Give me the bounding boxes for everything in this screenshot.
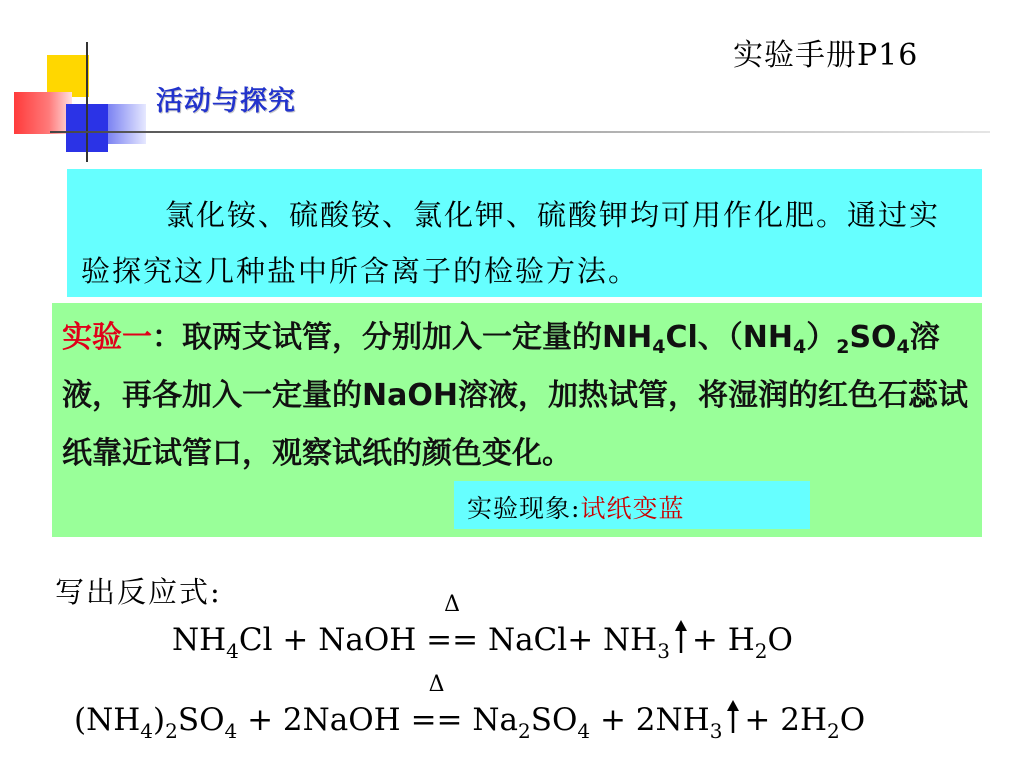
subscript: 2 bbox=[754, 639, 768, 663]
eq-text: + H bbox=[691, 622, 755, 658]
eq-text: Na bbox=[462, 702, 518, 738]
eq-text: NH bbox=[172, 622, 227, 658]
intro-text: 氯化铵、硫酸铵、氯化钾、硫酸钾均可用作化肥。通过实验探究这几种盐中所含离子的检验方法。 bbox=[81, 198, 941, 288]
equation-2 bbox=[74, 672, 866, 743]
subscript: 4 bbox=[224, 719, 238, 743]
experiment-label: 实验一 bbox=[62, 320, 152, 355]
eq-text: Cl + NaOH bbox=[238, 622, 427, 658]
equations-label: 写出反应式: bbox=[55, 575, 222, 609]
eq-text: ) bbox=[153, 702, 166, 738]
heat-delta: Δ bbox=[428, 672, 445, 697]
subscript: 4 bbox=[577, 719, 591, 743]
equation-1 bbox=[172, 592, 793, 663]
eq-text: O bbox=[839, 702, 866, 738]
eq-text: + 2H bbox=[744, 702, 828, 738]
subscript: 4 bbox=[226, 639, 239, 663]
subscript: 3 bbox=[709, 719, 723, 743]
subscript: 4 bbox=[140, 719, 153, 743]
experiment-text-3: ） bbox=[806, 320, 837, 355]
eq-text: + 2NaOH bbox=[237, 702, 411, 738]
reaction-sign bbox=[426, 592, 479, 658]
decor-red-square bbox=[14, 92, 72, 134]
eq-text: SO bbox=[177, 702, 225, 738]
eq-text: NaCl+ NH bbox=[478, 622, 658, 658]
subscript: 2 bbox=[165, 719, 178, 743]
subscript: 4 bbox=[896, 336, 910, 358]
experiment-text-1: ：取两支试管，分别加入一定量的NH bbox=[152, 320, 653, 355]
decor-vertical-line bbox=[86, 42, 88, 162]
phenomenon-label: 实验现象: bbox=[467, 494, 581, 523]
phenomenon-box bbox=[454, 481, 810, 529]
eq-text: SO bbox=[530, 702, 578, 738]
subscript: 4 bbox=[792, 336, 807, 358]
section-title: 活动与探究 bbox=[156, 86, 296, 117]
gas-up-arrow-icon bbox=[674, 620, 688, 654]
experiment-text-2: Cl、（NH bbox=[665, 320, 793, 355]
subscript: 2 bbox=[827, 719, 840, 743]
eq-text: + 2NH bbox=[590, 702, 710, 738]
decor-yellow-square bbox=[47, 55, 89, 97]
heat-delta: Δ bbox=[444, 592, 461, 617]
subscript: 3 bbox=[657, 639, 670, 663]
decor-lightblue-square bbox=[108, 104, 146, 144]
gas-up-arrow-icon bbox=[726, 700, 740, 734]
eq-sign: == bbox=[426, 622, 479, 658]
eq-text: (NH bbox=[74, 702, 141, 738]
phenomenon-answer: 试纸变蓝 bbox=[580, 494, 685, 523]
reaction-sign bbox=[410, 672, 463, 738]
eq-text: O bbox=[767, 622, 793, 658]
experiment-text-4: SO bbox=[849, 320, 897, 355]
subscript: 4 bbox=[652, 336, 666, 358]
eq-sign: == bbox=[410, 702, 463, 738]
subscript: 2 bbox=[517, 719, 531, 743]
subscript: 2 bbox=[836, 336, 850, 358]
title-divider-line bbox=[50, 131, 990, 133]
intro-text-box bbox=[67, 169, 982, 297]
manual-page-reference: 实验手册P16 bbox=[733, 38, 919, 73]
experiment-text-5: 溶液，再各加入一定量的NaOH溶液，加热试管，将湿润的红色石蕊试纸靠近试管口，观察试纸的颜色变化。 bbox=[62, 320, 968, 471]
